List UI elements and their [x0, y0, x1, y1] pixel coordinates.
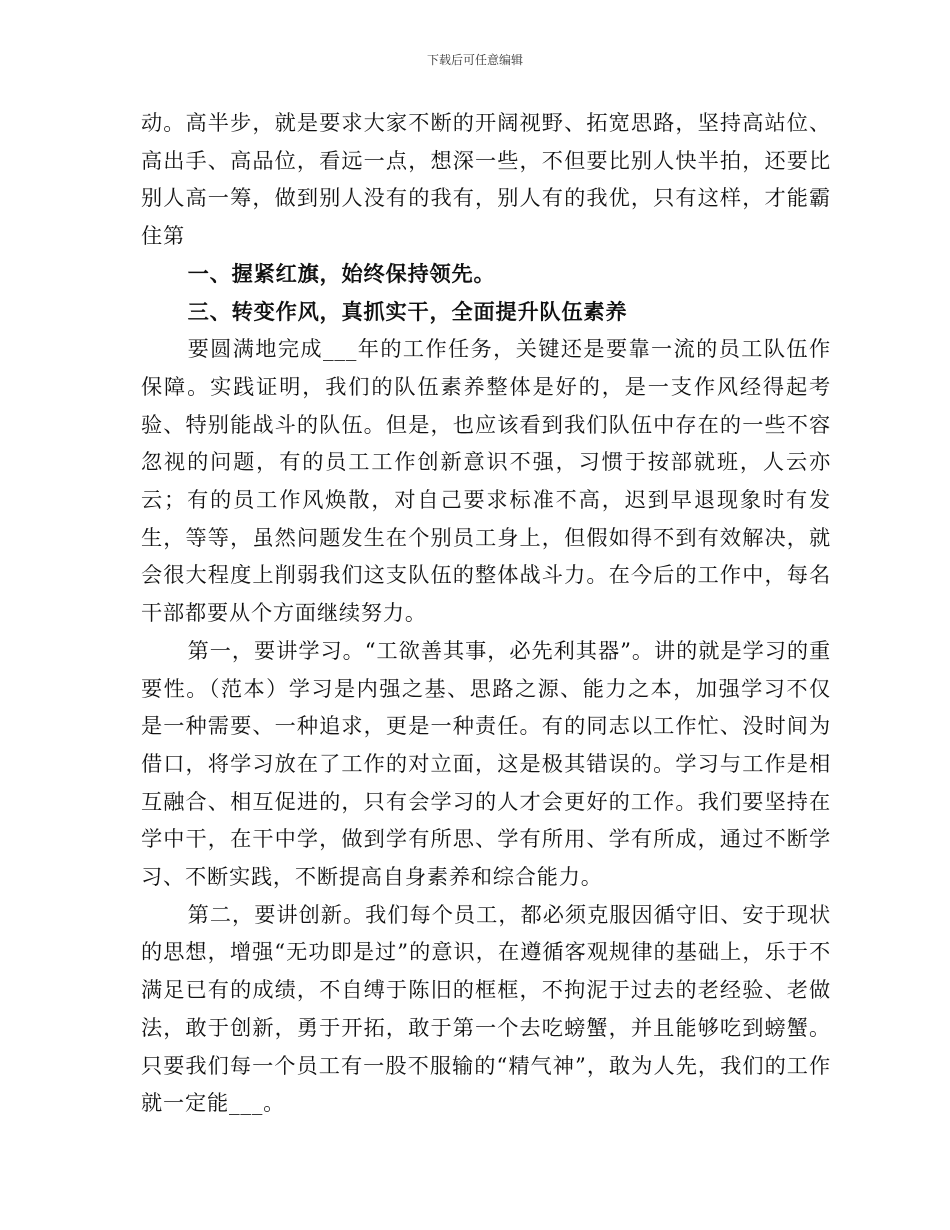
section-heading-one: 一、握紧红旗，始终保持领先。 [187, 260, 496, 286]
paragraph-learning: 第一，要讲学习。“工欲善其事，必先利其器”。讲的就是学习的重要性。（范本）学习是内强之基、思路之源、能力之本，加强学习不仅是一种需要、一种追求，更是一种责任。有的同志以工作忙、没时间为借口，将学习放在了工作的对立面，这是极其错误的。学习与工作是相互融合、相互促进的，只有会学习的人才会更好的工作。我们要坚持在学中干，在干中学，做到学有所思、学有所用、学有所成，通过不断学习、不断实践，不断提高自身素养和综合能力。 [141, 637, 831, 890]
paragraph-team-quality: 要圆满地完成___年的工作任务，关键还是要靠一流的员工队伍作保障。实践证明，我们的队伍素养整体是好的，是一支作风经得起考验、特别能战斗的队伍。但是，也应该看到我们队伍中存在的一些不容忽视的问题，有的员工工作创新意识不强，习惯于按部就班，人云亦云；有的员工作风焕散，对自己要求标准不高，迟到早退现象时有发生，等等，虽然问题发生在个别员工身上，但假如得不到有效解决，就会很大程度上削弱我们这支队伍的整体战斗力。在今后的工作中，每名干部都要从个方面继续努力。 [141, 336, 831, 626]
page-header-note: 下载后可任意编辑 [426, 53, 523, 67]
paragraph-innovation: 第二，要讲创新。我们每个员工，都必须克服因循守旧、安于现状的思想，增强“无功即是过”的意识，在遵循客观规律的基础上，乐于不满足已有的成绩，不自缚于陈旧的框框，不拘泥于过去的老经验、老做法，敢于创新，勇于开拓，敢于第一个去吃螃蟹，并且能够吃到螃蟹。只要我们每一个员工有一股不服输的“精气神”，敢为人先，我们的工作就一定能___。 [141, 901, 831, 1116]
section-heading-three: 三、转变作风，真抓实干，全面提升队伍素养 [187, 298, 628, 324]
paragraph-continuation: 动。高半步，就是要求大家不断的开阔视野、拓宽思路，坚持高站位、高出手、高品位，看远一点，想深一些，不但要比别人快半拍，还要比别人高一筹，做到别人没有的我有，别人有的我优，只有这样，才能霸住第 [141, 110, 831, 249]
document-body [141, 104, 831, 1122]
